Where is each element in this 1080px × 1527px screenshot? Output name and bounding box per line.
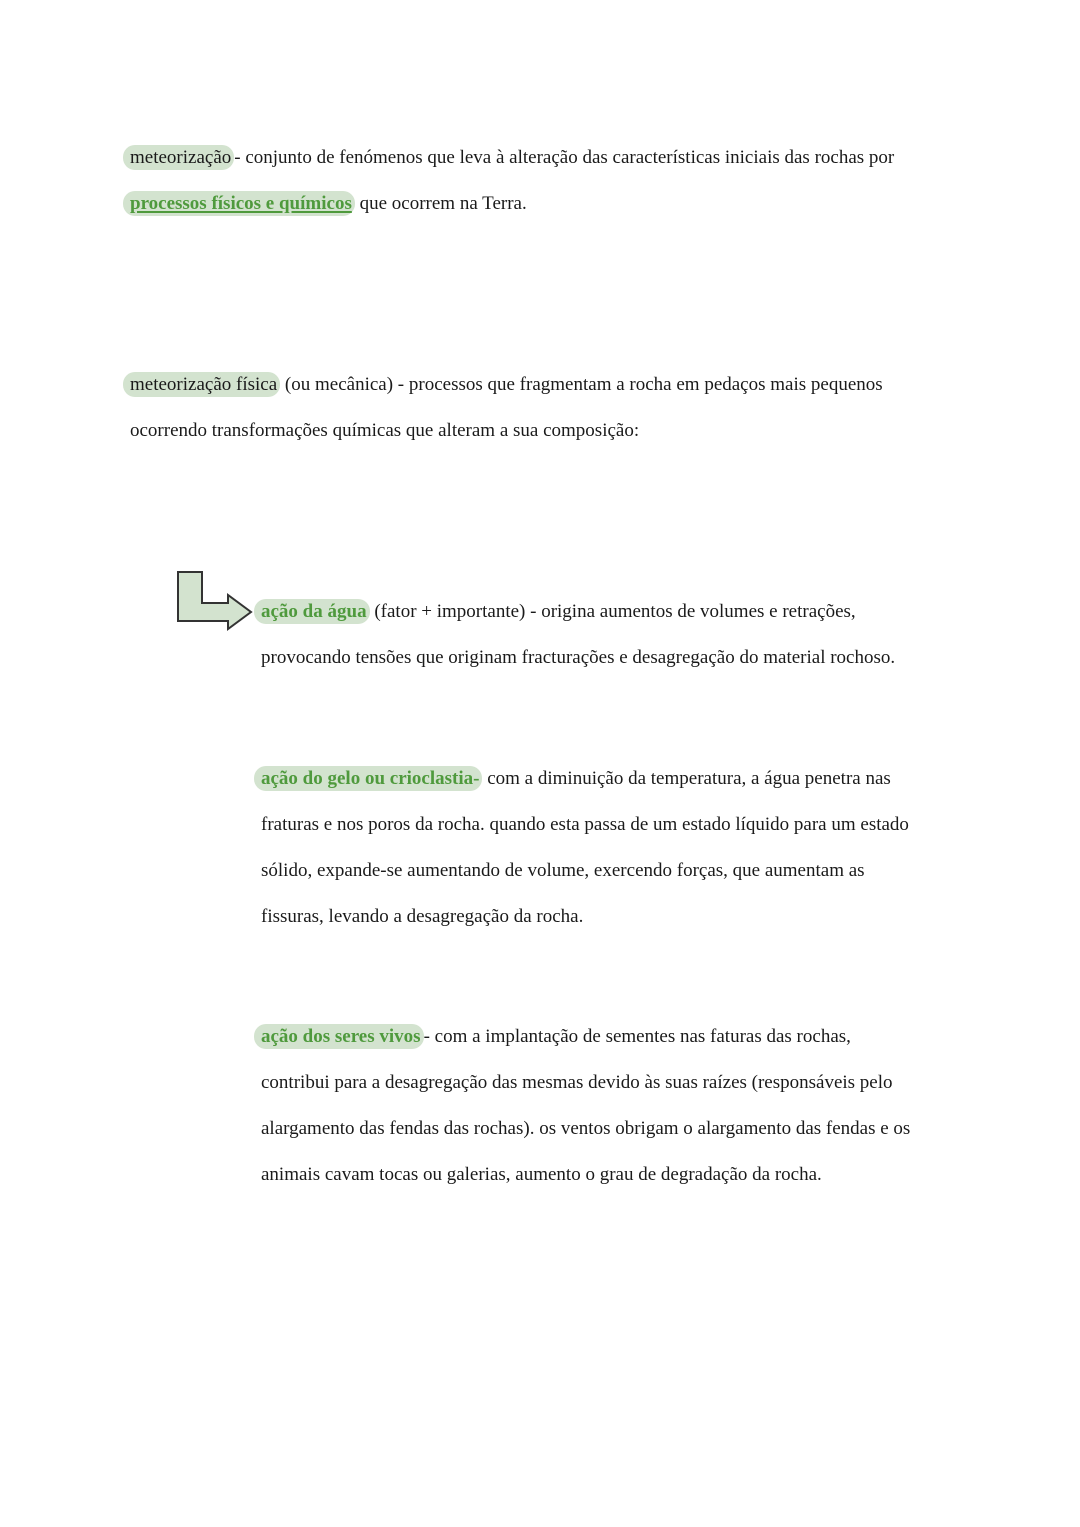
item-seres-line4-text: animais cavam tocas ou galerias, aumento o grau de degradação da rocha. [261,1164,822,1185]
item-seres-line1-text: - com a implantação de sementes nas faturas das rochas, [423,1026,851,1047]
term-meteorizacao-fisica: meteorização física [123,372,280,397]
section2-line1-text: (ou mecânica) - processos que fragmentam a rocha em pedaços mais pequenos [280,374,883,395]
item-seres-line4 [261,1163,822,1187]
item-agua-line1-text: (fator + importante) - origina aumentos de volumes e retrações, [369,601,856,622]
item-agua-line2 [261,646,895,670]
item-gelo-line4 [261,905,583,929]
term-meteorizacao: meteorização [123,145,234,170]
item-seres-line1 [261,1025,851,1049]
section1-line2 [130,192,527,216]
item-seres-line2-text: contribui para a desagregação das mesmas devido às suas raízes (responsáveis pelo [261,1072,893,1093]
item-gelo-line3-text: sólido, expande-se aumentando de volume, exercendo forças, que aumentam as [261,860,865,881]
item-gelo-line3 [261,859,865,883]
section1-line2-text: que ocorrem na Terra. [354,193,527,214]
term-acao-gelo: ação do gelo ou crioclastia- [254,766,482,791]
item-gelo-line4-text: fissuras, levando a desagregação da rocha. [261,906,584,927]
term-acao-agua: ação da água [254,599,370,624]
term-acao-seres: ação dos seres vivos [254,1024,424,1049]
item-agua-line2-text: provocando tensões que originam fracturações e desagregação do material rochoso. [261,647,896,668]
section2-line2 [130,419,639,443]
item-gelo-line2-text: fraturas e nos poros da rocha. quando esta passa de um estado líquido para um estado [261,814,909,835]
section1-line1 [130,146,894,170]
bent-arrow-icon [176,570,254,634]
term-processos: processos físicos e químicos [123,191,355,216]
section1-line1-text: - conjunto de fenómenos que leva à alteração das características iniciais das rochas por [234,147,895,168]
item-gelo-line1-text: com a diminuição da temperatura, a água penetra nas [482,768,891,789]
section2-line2-text: ocorrendo transformações químicas que alteram a sua composição: [130,420,640,441]
item-seres-line3-text: alargamento das fendas das rochas). os ventos obrigam o alargamento das fendas e os [261,1118,911,1139]
item-seres-line2 [261,1071,893,1095]
item-gelo-line2 [261,813,909,837]
item-agua-line1 [261,600,856,624]
item-seres-line3 [261,1117,910,1141]
item-gelo-line1 [261,767,891,791]
section2-line1 [130,373,883,397]
